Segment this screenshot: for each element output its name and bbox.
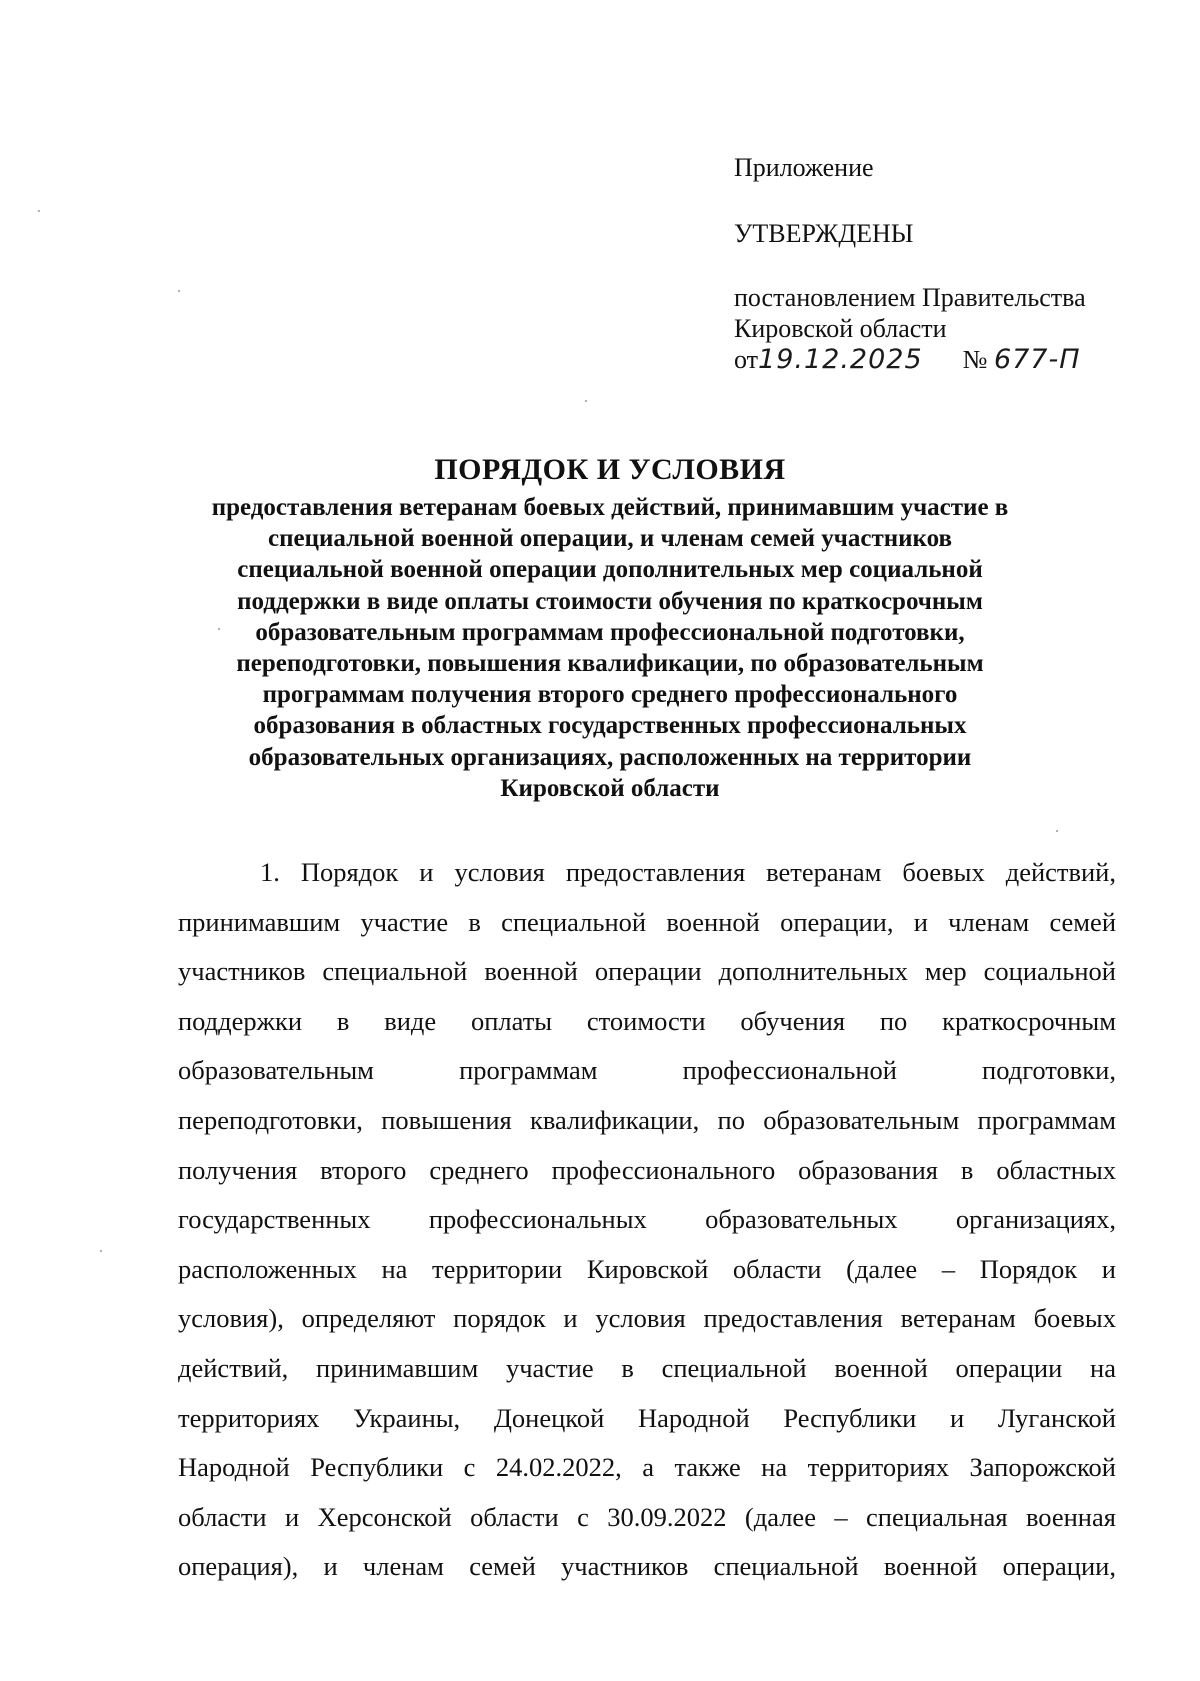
- body-word: по: [879, 1005, 908, 1036]
- body-line: [178, 1195, 1116, 1245]
- body-word: 1.: [260, 857, 280, 887]
- subtitle-line: переподготовки, повышения квалификации, по образовательным: [236, 650, 984, 678]
- scan-speck: [218, 628, 220, 630]
- body-word: Запорожской: [969, 1452, 1116, 1483]
- body-word: Кировской: [586, 1253, 709, 1284]
- body-word: условия),: [178, 1303, 284, 1334]
- body-line: [178, 848, 1116, 898]
- body-word: военной: [834, 1352, 928, 1383]
- subtitle-line: Кировской области: [500, 774, 720, 802]
- body-word: военной: [883, 1551, 978, 1582]
- body-word: Порядок: [300, 857, 399, 887]
- body-word: действий,: [178, 1352, 289, 1383]
- from-label: от: [734, 345, 759, 374]
- body-word: военной: [666, 906, 760, 937]
- body-word: ветеранам: [766, 857, 882, 887]
- body-word: семей: [1049, 906, 1116, 937]
- body-word: боевых: [1033, 1303, 1116, 1334]
- body-word: специальная: [866, 1501, 1008, 1532]
- body-line: [178, 1493, 1116, 1543]
- body-word: операции,: [780, 906, 894, 937]
- scan-speck: [178, 290, 180, 292]
- body-word: определяют: [301, 1303, 436, 1334]
- body-word: (далее: [846, 1253, 918, 1284]
- body-line: [178, 1542, 1116, 1592]
- subtitle-line: образовательным программам профессиональной подготовки,: [255, 618, 965, 646]
- body-word: Херсонской: [317, 1501, 452, 1532]
- body-line: [178, 1443, 1116, 1493]
- document-subtitle: [180, 492, 1040, 804]
- annex-label: Приложение: [734, 153, 874, 182]
- body-word: среднего: [429, 1154, 529, 1185]
- body-word: профессиональной: [682, 1055, 897, 1086]
- body-word: также: [674, 1452, 741, 1483]
- document-title: ПОРЯДОК И УСЛОВИЯ: [434, 453, 786, 486]
- body-word: области: [470, 1501, 559, 1532]
- body-word: членам: [948, 906, 1030, 937]
- handwritten-date: 19.12.2025: [758, 344, 923, 375]
- handwritten-number: 677-П: [993, 344, 1081, 375]
- body-word: –: [834, 1501, 848, 1532]
- body-word: виде: [384, 1005, 437, 1036]
- body-line: [178, 1096, 1116, 1146]
- body-word: территориях: [807, 1452, 949, 1483]
- body-word: принимавшим: [316, 1352, 479, 1383]
- body-line: [178, 1046, 1116, 1096]
- body-word: условия: [595, 1303, 686, 1334]
- body-word: (далее: [744, 1501, 816, 1532]
- body-line: [178, 1344, 1116, 1394]
- subtitle-line: специальной военной операции дополнительных мер социальной: [237, 556, 983, 584]
- body-line: [178, 898, 1116, 948]
- body-word: участие: [505, 1352, 594, 1383]
- body-word: специальной: [501, 906, 647, 937]
- body-word: в: [621, 1352, 634, 1383]
- body-word: предоставления: [565, 857, 746, 887]
- body-word: Луганской: [997, 1402, 1116, 1433]
- body-word: Республики: [310, 1452, 444, 1483]
- approval-date-number-line: [734, 344, 1174, 375]
- body-word: переподготовки,: [178, 1104, 363, 1135]
- body-word: и: [285, 1501, 300, 1532]
- body-word: военная: [1025, 1501, 1116, 1532]
- body-word: ветеранам: [900, 1303, 1016, 1334]
- body-word: области: [178, 1501, 267, 1532]
- number-label: №: [962, 345, 988, 374]
- subtitle-line: образовательных организациях, расположенных на территории: [248, 743, 972, 771]
- body-word: специальной: [661, 1352, 807, 1383]
- body-word: Республики: [783, 1402, 917, 1433]
- document-title-block: [180, 452, 1040, 804]
- body-word: участие: [360, 906, 449, 937]
- body-word: операции: [594, 956, 702, 987]
- body-line: [178, 947, 1116, 997]
- subtitle-line: образования в областных государственных профессиональных: [253, 712, 967, 740]
- body-word: предоставления: [703, 1303, 883, 1334]
- body-word: второго: [320, 1154, 407, 1185]
- body-word: на: [381, 1253, 408, 1284]
- body-word: специальной: [713, 1551, 859, 1582]
- body-word: в: [336, 1005, 350, 1036]
- body-word: условия: [454, 857, 545, 887]
- body-word: получения: [178, 1154, 298, 1185]
- body-word: мер: [924, 956, 967, 987]
- body-word: расположенных: [178, 1253, 357, 1284]
- body-word: обучения: [740, 1005, 846, 1036]
- body-word: социальной: [983, 956, 1116, 987]
- body-word: образования: [798, 1154, 938, 1185]
- subtitle-line: специальной военной операции, и членам семей участников: [267, 525, 952, 553]
- body-word: операция),: [178, 1551, 299, 1582]
- body-word: Украины,: [353, 1402, 461, 1433]
- scan-speck: [100, 1250, 102, 1252]
- body-word: профессионального: [551, 1154, 776, 1185]
- body-word: территории: [432, 1253, 563, 1284]
- body-word: поддержки: [178, 1005, 303, 1036]
- body-word: оплаты: [470, 1005, 553, 1036]
- body-word: принимавшим: [178, 906, 341, 937]
- body-word: боевых: [902, 857, 985, 887]
- body-line: [178, 997, 1116, 1047]
- body-word: порядок: [453, 1303, 546, 1334]
- body-word: и: [1101, 1253, 1116, 1284]
- body-word: специальной: [322, 956, 468, 987]
- body-word: и: [949, 1402, 965, 1433]
- subtitle-line: предоставления ветеранам боевых действий, принимавшим участие в: [211, 494, 1009, 521]
- body-word: стоимости: [586, 1005, 706, 1036]
- body-word: квалификации,: [530, 1104, 700, 1135]
- scan-speck: [1056, 830, 1058, 832]
- body-word: подготовки,: [982, 1055, 1116, 1086]
- body-word: на: [761, 1452, 788, 1483]
- body-word: операции,: [1002, 1551, 1116, 1582]
- body-word: в: [468, 906, 481, 937]
- body-word: программам: [459, 1055, 598, 1086]
- body-line: [178, 1146, 1116, 1196]
- body-word: в: [960, 1154, 974, 1185]
- body-word: повышения: [381, 1104, 512, 1135]
- body-word: с: [577, 1501, 589, 1532]
- body-word: операции: [955, 1352, 1063, 1383]
- body-word: дополнительных: [718, 956, 908, 987]
- body-line: [178, 1245, 1116, 1295]
- body-word: членам: [362, 1551, 444, 1582]
- body-word: краткосрочным: [942, 1005, 1116, 1036]
- body-word: с: [463, 1452, 476, 1483]
- scan-speck: [38, 210, 40, 212]
- approved-label: УТВЕРЖДЕНЫ: [734, 219, 914, 248]
- body-line: [178, 1394, 1116, 1444]
- body-word: и: [323, 1551, 338, 1582]
- body-word: по: [717, 1104, 745, 1135]
- body-word: и: [913, 906, 928, 937]
- body-word: профессиональных: [428, 1204, 647, 1235]
- subtitle-line: поддержки в виде оплаты стоимости обучения по краткосрочным: [237, 587, 983, 615]
- body-word: программам: [977, 1104, 1116, 1135]
- body-word: а: [642, 1452, 654, 1483]
- body-word: 30.09.2022: [607, 1501, 727, 1532]
- body-word: участников: [178, 956, 306, 987]
- body-paragraph: [178, 848, 1116, 1592]
- body-word: Донецкой: [493, 1402, 605, 1433]
- body-word: территориях: [178, 1402, 320, 1433]
- body-word: области: [732, 1253, 822, 1284]
- body-word: –: [941, 1253, 956, 1284]
- body-word: и: [563, 1303, 578, 1334]
- body-line: [178, 1294, 1116, 1344]
- approval-block: [734, 152, 1174, 375]
- body-word: государственных: [178, 1204, 371, 1235]
- body-word: действий,: [1005, 857, 1116, 887]
- body-word: военной: [484, 956, 578, 987]
- body-word: организациях,: [955, 1204, 1116, 1235]
- scan-speck: [585, 400, 587, 402]
- body-word: семей: [469, 1551, 536, 1582]
- body-word: образовательных: [705, 1204, 898, 1235]
- body-word: Народной: [178, 1452, 290, 1483]
- body-word: на: [1090, 1352, 1116, 1383]
- body-word: образовательным: [763, 1104, 960, 1135]
- body-word: 24.02.2022,: [495, 1452, 622, 1483]
- subtitle-line: программам получения второго среднего профессионального: [262, 681, 958, 709]
- approval-authority-line-2: Кировской области: [734, 314, 947, 343]
- body-word: и: [419, 857, 434, 887]
- body-word: областных: [996, 1154, 1116, 1185]
- body-word: образовательным: [178, 1055, 374, 1086]
- body-word: Народной: [637, 1402, 750, 1433]
- approval-authority-line-1: постановлением Правительства: [734, 283, 1086, 312]
- body-word: участников: [561, 1551, 689, 1582]
- body-word: Порядок: [979, 1253, 1078, 1284]
